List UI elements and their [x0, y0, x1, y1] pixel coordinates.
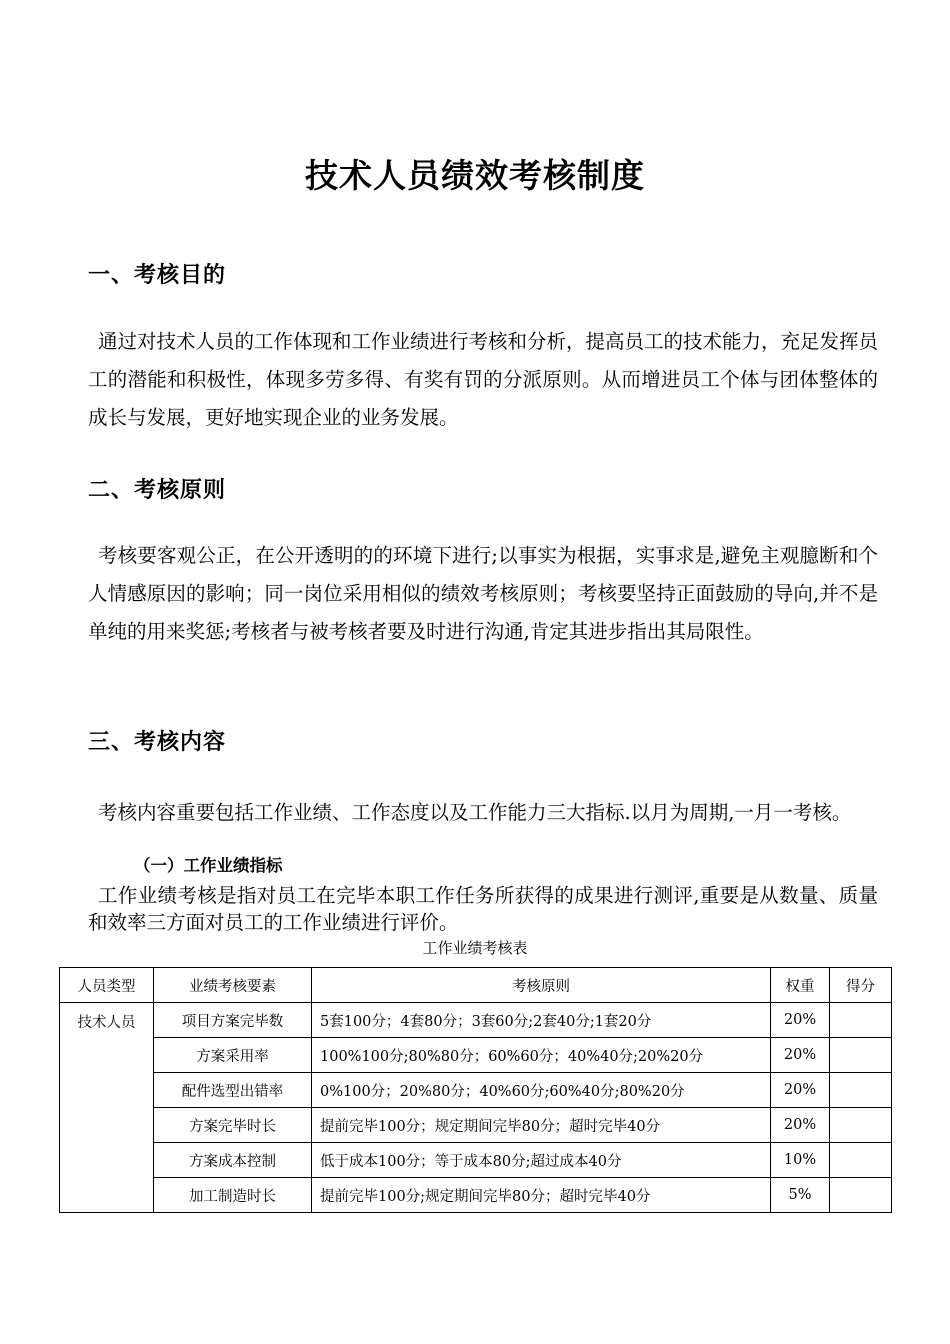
section-paragraph-purpose: 通过对技术人员的工作体现和工作业绩进行考核和分析，提高员工的技术能力，充足发挥员工的潜能和积极性，体现多劳多得、有奖有罚的分派原则。从而增进员工个体与团体整体的成长与发展，更好地实现企业的业务发展。 [88, 330, 879, 429]
rule-cell: 提前完毕100分；规定期间完毕80分；超时完毕40分 [312, 1108, 771, 1143]
score-cell[interactable] [830, 1003, 892, 1038]
table-row [60, 1143, 892, 1178]
header-person-type: 人员类型 [60, 968, 154, 1003]
element-cell: 加工制造时长 [154, 1178, 312, 1213]
element-cell: 项目方案完毕数 [154, 1003, 312, 1038]
weight-cell: 20% [771, 1003, 830, 1038]
element-cell: 配件选型出错率 [154, 1073, 312, 1108]
element-cell: 方案成本控制 [154, 1143, 312, 1178]
rule-cell: 100%100分;80%80分；60%60分；40%40分;20%20分 [312, 1038, 771, 1073]
weight-cell: 5% [771, 1178, 830, 1213]
score-cell[interactable] [830, 1178, 892, 1213]
table-header-row [60, 968, 892, 1003]
score-cell[interactable] [830, 1038, 892, 1073]
table-row [60, 1003, 892, 1038]
table-row [60, 1178, 892, 1213]
rule-cell: 提前完毕100分;规定期间完毕80分；超时完毕40分 [312, 1178, 771, 1213]
header-score: 得分 [830, 968, 892, 1003]
section-heading-principles: 二、考核原则 [88, 478, 227, 503]
score-cell[interactable] [830, 1143, 892, 1178]
document-title: 技术人员绩效考核制度 [305, 156, 645, 195]
subsection-heading-performance: （一）工作业绩指标 [134, 856, 283, 875]
table-caption: 工作业绩考核表 [422, 939, 528, 957]
table-row [60, 1038, 892, 1073]
section-heading-content: 三、考核内容 [88, 730, 227, 755]
performance-table [59, 967, 892, 1213]
weight-cell: 20% [771, 1073, 830, 1108]
rule-cell: 低于成本100分；等于成本80分;超过成本40分 [312, 1143, 771, 1178]
score-cell[interactable] [830, 1073, 892, 1108]
element-cell: 方案采用率 [154, 1038, 312, 1073]
element-cell: 方案完毕时长 [154, 1108, 312, 1143]
weight-cell: 20% [771, 1108, 830, 1143]
score-cell[interactable] [830, 1108, 892, 1143]
section-paragraph-principles: 考核要客观公正，在公开透明的的环境下进行;以事实为根据，实事求是,避免主观臆断和个人情感原因的影响；同一岗位采用相似的绩效考核原则；考核要坚持正面鼓励的导向,并不是单纯的用来奖惩;考核者与被考核者要及时进行沟通,肯定其进步指出其局限性。 [88, 544, 878, 643]
rule-cell: 0%100分；20%80分；40%60分;60%40分;80%20分 [312, 1073, 771, 1108]
header-element: 业绩考核要素 [154, 968, 312, 1003]
rule-cell: 5套100分；4套80分；3套60分;2套40分;1套20分 [312, 1003, 771, 1038]
section-paragraph-content: 考核内容重要包括工作业绩、工作态度以及工作能力三大指标.以月为周期,一月一考核。 [98, 801, 852, 824]
header-rule: 考核原则 [312, 968, 771, 1003]
weight-cell: 20% [771, 1038, 830, 1073]
subsection-paragraph-performance: 工作业绩考核是指对员工在完毕本职工作任务所获得的成果进行测评,重要是从数量、质量和效率三方面对员工的工作业绩进行评价。 [88, 884, 878, 934]
person-type-cell: 技术人员 [60, 1003, 154, 1213]
header-weight: 权重 [771, 968, 830, 1003]
section-heading-purpose: 一、考核目的 [88, 263, 227, 288]
weight-cell: 10% [771, 1143, 830, 1178]
table-row [60, 1108, 892, 1143]
table-row [60, 1073, 892, 1108]
